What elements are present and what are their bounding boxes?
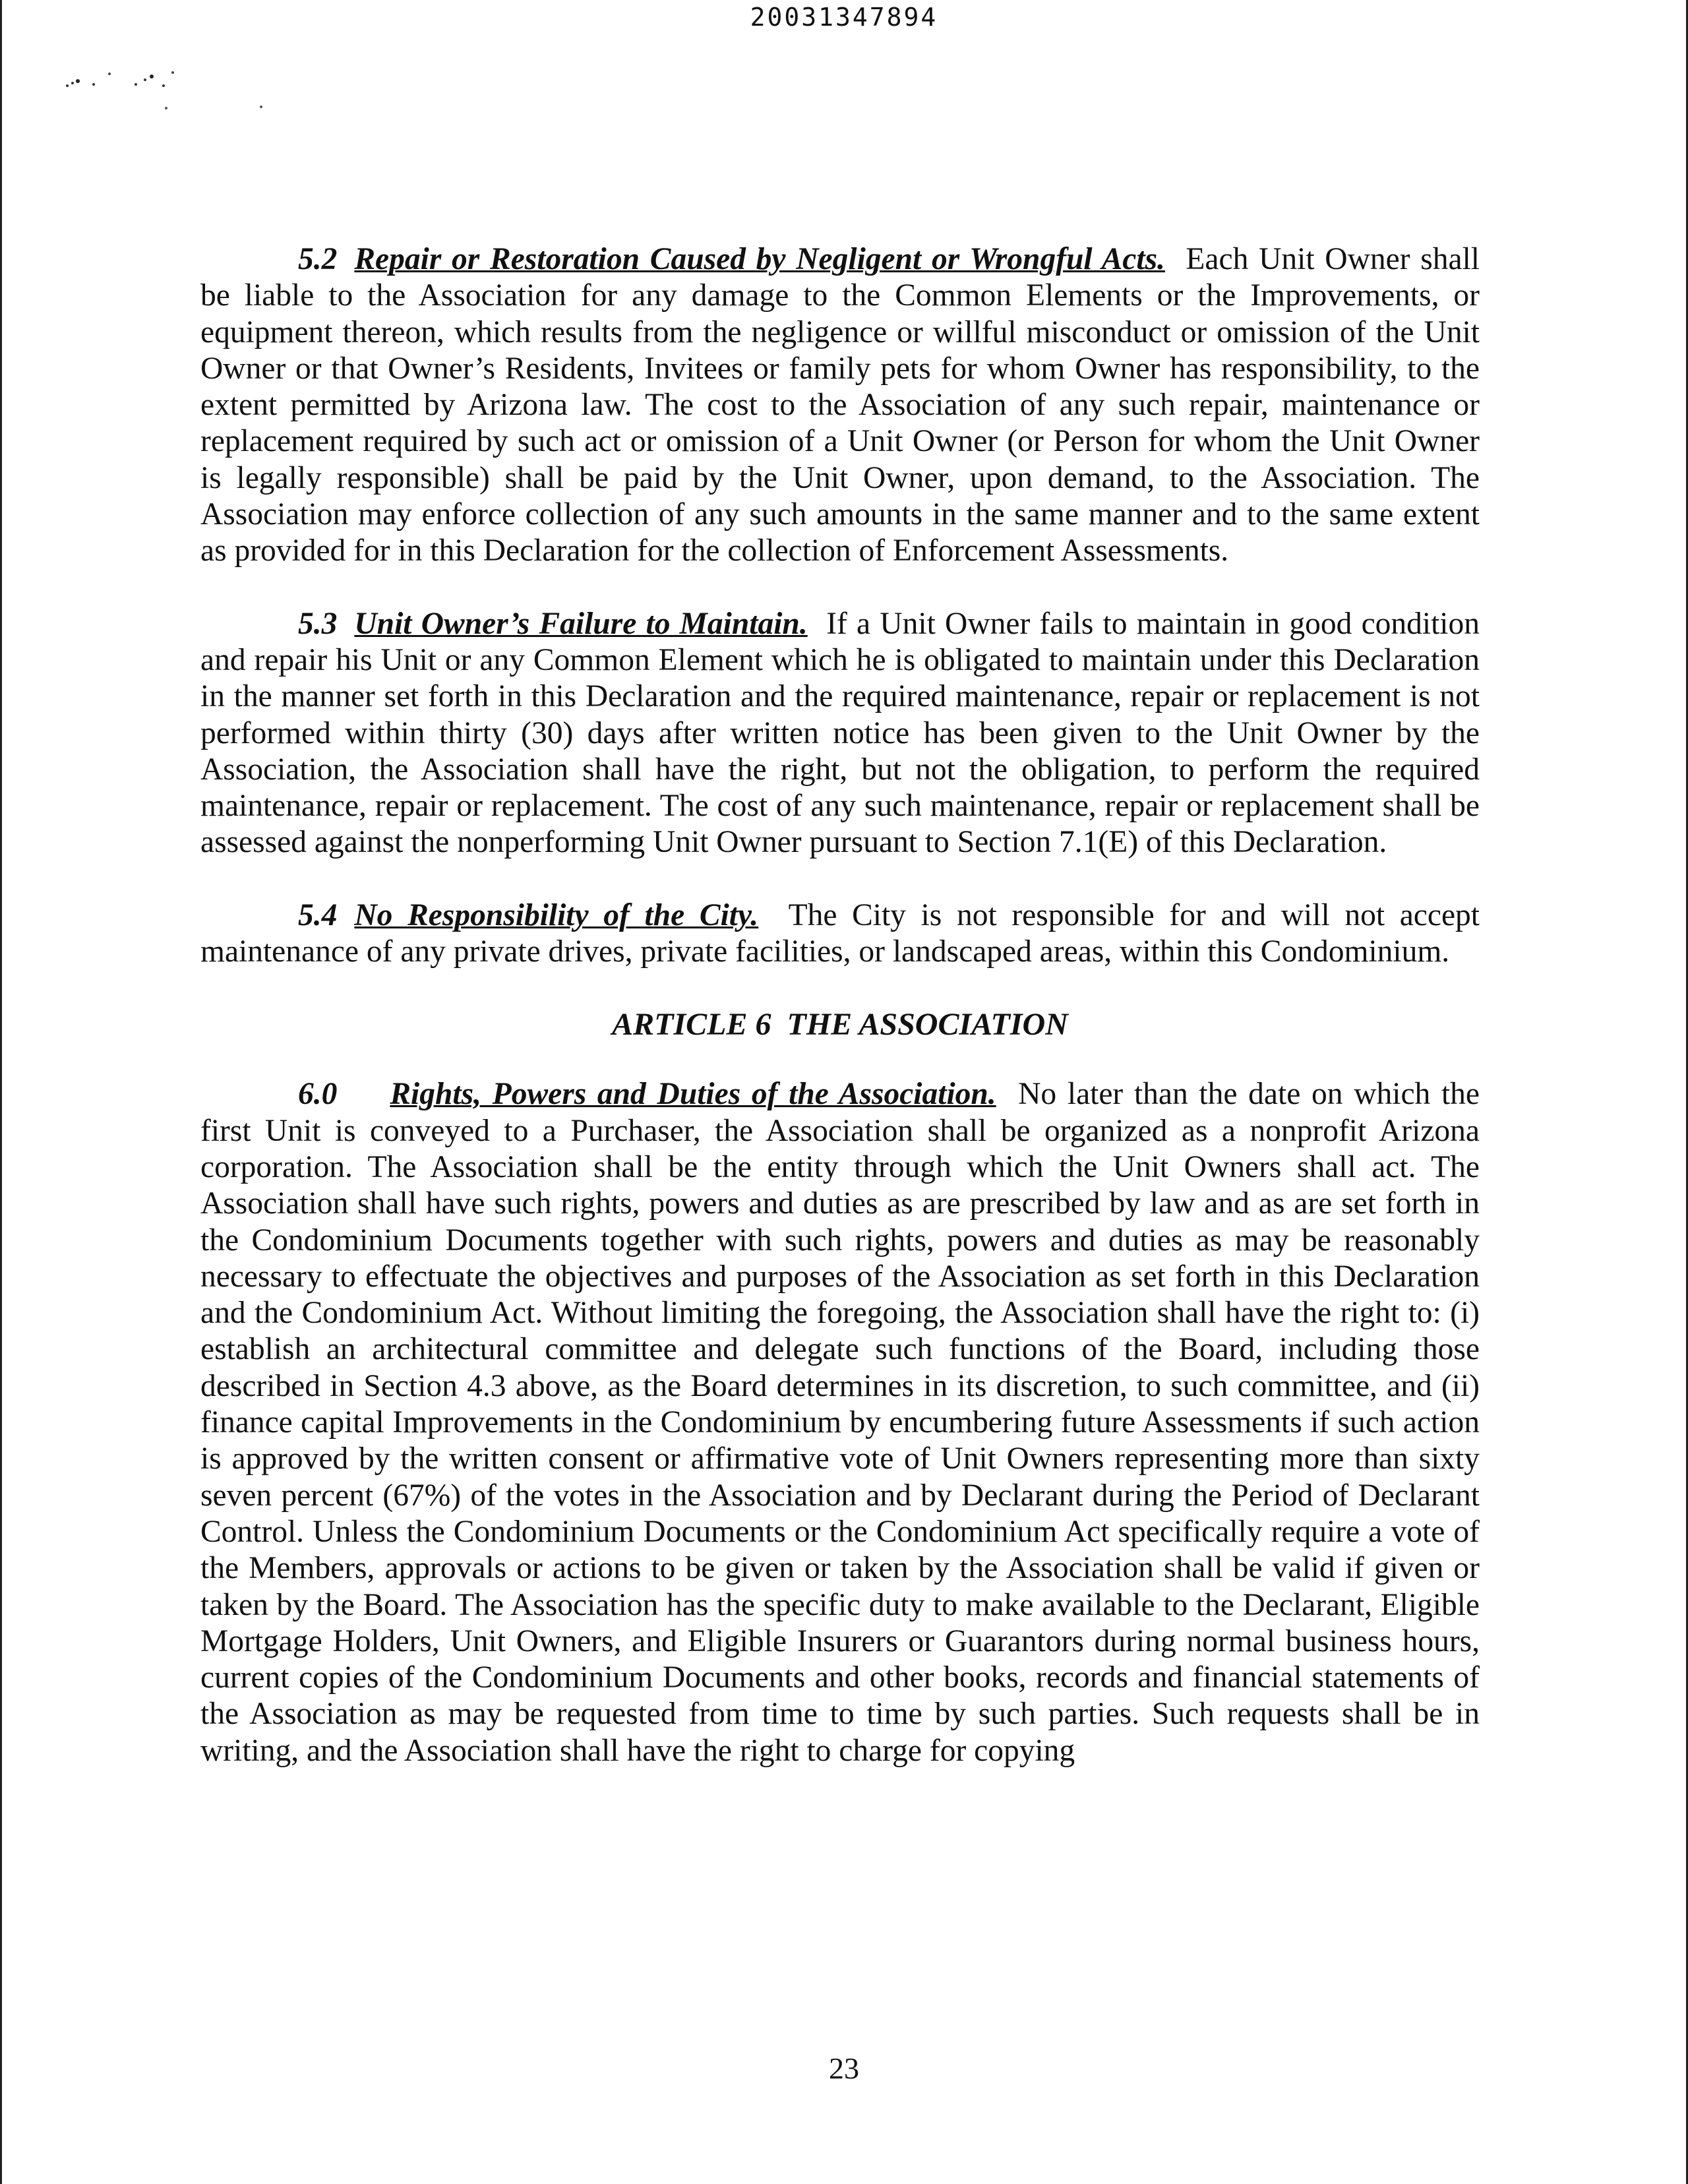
section-title: Rights, Powers and Duties of the Association. [390,1077,996,1112]
document-body [200,241,1480,1805]
section-body: The City is not responsible for and will not accept maintenance of any private drives, private facilities, or landscaped areas, within this Condominium. [200,897,1480,969]
scan-artifact-marks [63,59,274,119]
section-title: Repair or Restoration Caused by Negligent or Wrongful Acts. [354,242,1165,276]
document-number: 20031347894 [750,3,938,32]
section-body: No later than the date on which the first Unit is conveyed to a Purchaser, the Association shall be organized as a nonprofit Arizona corporation. The Association shall be the entity through which the Unit Owners shall act. The Association shall have such rights, powers and duties as are prescribed by law and as are set forth in the Condominium Documents together with such rights, powers and duties as may be reasonably necessary to effectuate the objectives and purposes of the Association as set forth in this Declaration and the Condominium Act. Without limiting the foregoing, the Association shall have the right to: (i) establish an architectural committee and delegate such functions of the Board, including those described in Section 4.3 above, as the Board determines in its discretion, to such committee, and (ii) finance capital Improvements in the Condominium by encumbering future Assessments if such action is approved by the written consent or affirmative vote of Unit Owners representing more than sixty seven percent (67%) of the votes in the Association and by Declarant during the Period of Declarant Control. Unless the Condominium Documents or the Condominium Act specifically require a vote of the Members, approvals or actions to be given or taken by the Association shall be valid if given or taken by the Board. The Association has the specific duty to make available to the Declarant, Eligible Mortgage Holders, Unit Owners, and Eligible Insurers or Guarantors during normal business hours, current copies of the Condominium Documents and other books, records and financial statements of the Association as may be requested from time to time by such parties. Such requests shall be in writing, and the Association shall have the right to charge for copying [200,1077,1480,1768]
section-number: 5.3 [298,606,338,641]
section-number: 5.2 [298,242,338,276]
section-body: Each Unit Owner shall be liable to the Association for any damage to the Common Elements or the Improvements, or equipment thereon, which results from the negligence or willful misconduct or omission of the Unit Owner or that Owner’s Residents, Invitees or family pets for whom Owner has responsibility, to the extent permitted by Arizona law. The cost to the Association of any such repair, maintenance or replacement required by such act or omission of a Unit Owner (or Person for whom the Unit Owner is legally responsible) shall be paid by the Unit Owner, upon demand, to the Association. The Association may enforce collection of any such amounts in the same manner and to the same extent as provided for in this Declaration for the collection of Enforcement Assessments. [200,242,1480,568]
section-5-4 [200,897,1480,971]
page-number: 23 [829,2051,859,2085]
section-title: Unit Owner’s Failure to Maintain. [354,606,808,641]
section-5-3 [200,606,1480,861]
section-number: 6.0 [298,1077,338,1112]
section-title: No Responsibility of the City. [354,897,759,932]
section-number: 5.4 [298,897,338,932]
page-border-left [0,0,2,2184]
section-6-0 [200,1076,1480,1769]
section-body: If a Unit Owner fails to maintain in good condition and repair his Unit or any Common Element which he is obligated to maintain under this Declaration in the manner set forth in this Declaration and the required maintenance, repair or replacement is not performed within thirty (30) days after written notice has been given to the Unit Owner by the Association, the Association shall have the right, but not the obligation, to perform the required maintenance, repair or replacement. The cost of any such maintenance, repair or replacement shall be assessed against the nonperforming Unit Owner pursuant to Section 7.1(E) of this Declaration. [200,606,1480,860]
article-heading: ARTICLE 6 THE ASSOCIATION [612,1007,1068,1043]
section-5-2 [200,241,1480,570]
